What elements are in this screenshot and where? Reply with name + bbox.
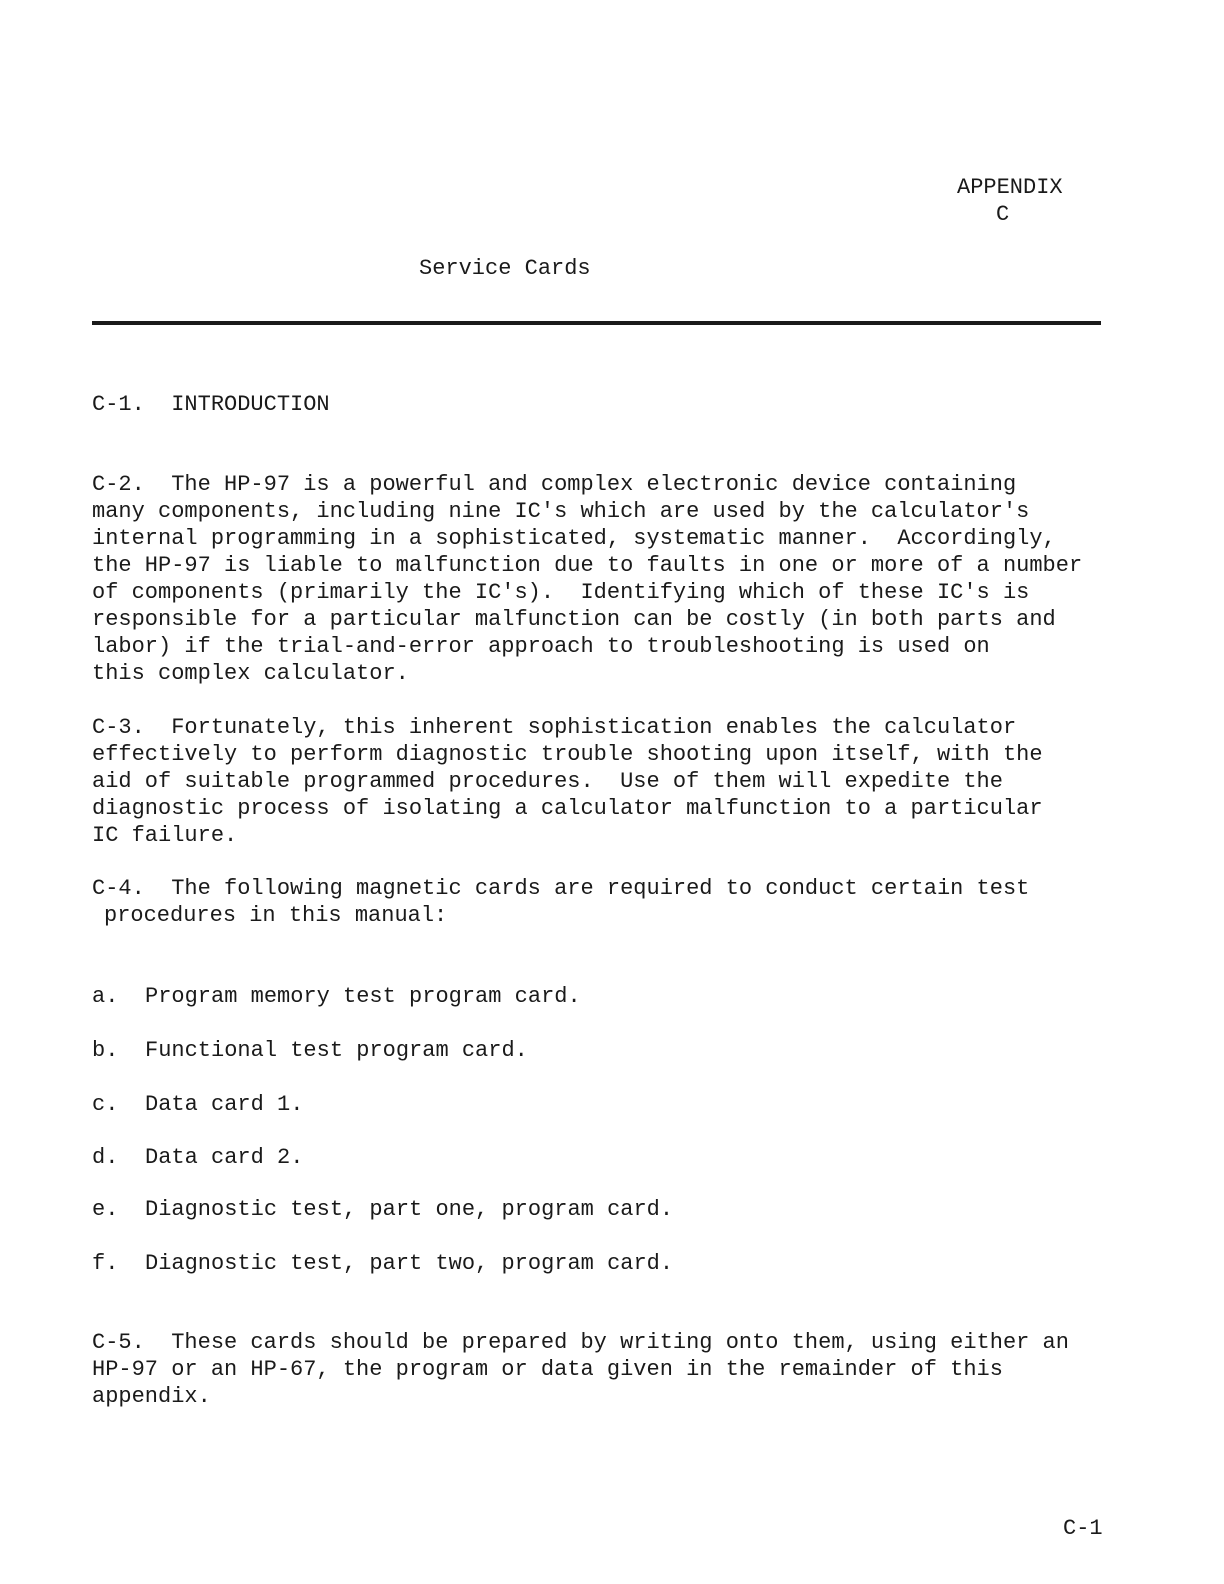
paragraph-c2 [92,471,1082,687]
page-number: C-1 [1063,1516,1103,1541]
list-item-letter: f. [92,1251,119,1276]
list-item-letter: e. [92,1197,119,1222]
paragraph-c3 [92,714,1043,849]
title-divider [92,321,1101,325]
list-item-text: Data card 2. [145,1145,304,1170]
appendix-label: APPENDIX [957,175,1063,200]
list-item [92,1144,303,1171]
paragraph-line: many components, including nine IC's which are used by the calculator's [92,499,1030,524]
list-item-text: Diagnostic test, part two, program card. [145,1251,674,1276]
list-item [92,983,581,1010]
list-item-letter: b. [92,1038,119,1063]
list-item-letter: d. [92,1145,119,1170]
paragraph-line: appendix. [92,1384,211,1409]
appendix-letter: C [996,202,1010,227]
paragraph-c5 [92,1329,1069,1410]
paragraph-line: C-2. The HP-97 is a powerful and complex electronic device containing [92,472,1017,497]
paragraph-line: C-4. The following magnetic cards are required to conduct certain test [92,876,1030,901]
paragraph-line: C-3. Fortunately, this inherent sophistication enables the calculator [92,715,1017,740]
paragraph-line: diagnostic process of isolating a calculator malfunction to a particular [92,796,1043,821]
paragraph-line: IC failure. [92,823,238,848]
paragraph-line: internal programming in a sophisticated, systematic manner. Accordingly, [92,526,1056,551]
paragraph-line: of components (primarily the IC's). Identifying which of these IC's is [92,580,1030,605]
paragraph-line: responsible for a particular malfunction can be costly (in both parts and [92,607,1056,632]
list-item [92,1250,673,1277]
list-item-text: Program memory test program card. [145,984,581,1009]
list-item-text: Functional test program card. [145,1038,528,1063]
paragraph-line: procedures in this manual: [104,903,448,928]
list-item [92,1091,303,1118]
paragraph-line: labor) if the trial-and-error approach to troubleshooting is used on [92,634,990,659]
list-item-text: Diagnostic test, part one, program card. [145,1197,674,1222]
paragraph-line: the HP-97 is liable to malfunction due to faults in one or more of a number [92,553,1083,578]
paragraph-c4 [92,875,1029,929]
paragraph-line: this complex calculator. [92,661,409,686]
list-item [92,1196,673,1223]
list-item-text: Data card 1. [145,1092,304,1117]
paragraph-line: HP-97 or an HP-67, the program or data given in the remainder of this [92,1357,1003,1382]
paragraph-line: C-5. These cards should be prepared by writing onto them, using either an [92,1330,1069,1355]
page-title: Service Cards [419,256,591,281]
paragraph-line: effectively to perform diagnostic trouble shooting upon itself, with the [92,742,1043,767]
list-item-letter: c. [92,1092,119,1117]
list-item-letter: a. [92,984,119,1009]
paragraph-line: aid of suitable programmed procedures. Use of them will expedite the [92,769,1003,794]
section-heading-c1: C-1. INTRODUCTION [92,392,330,417]
list-item [92,1037,528,1064]
